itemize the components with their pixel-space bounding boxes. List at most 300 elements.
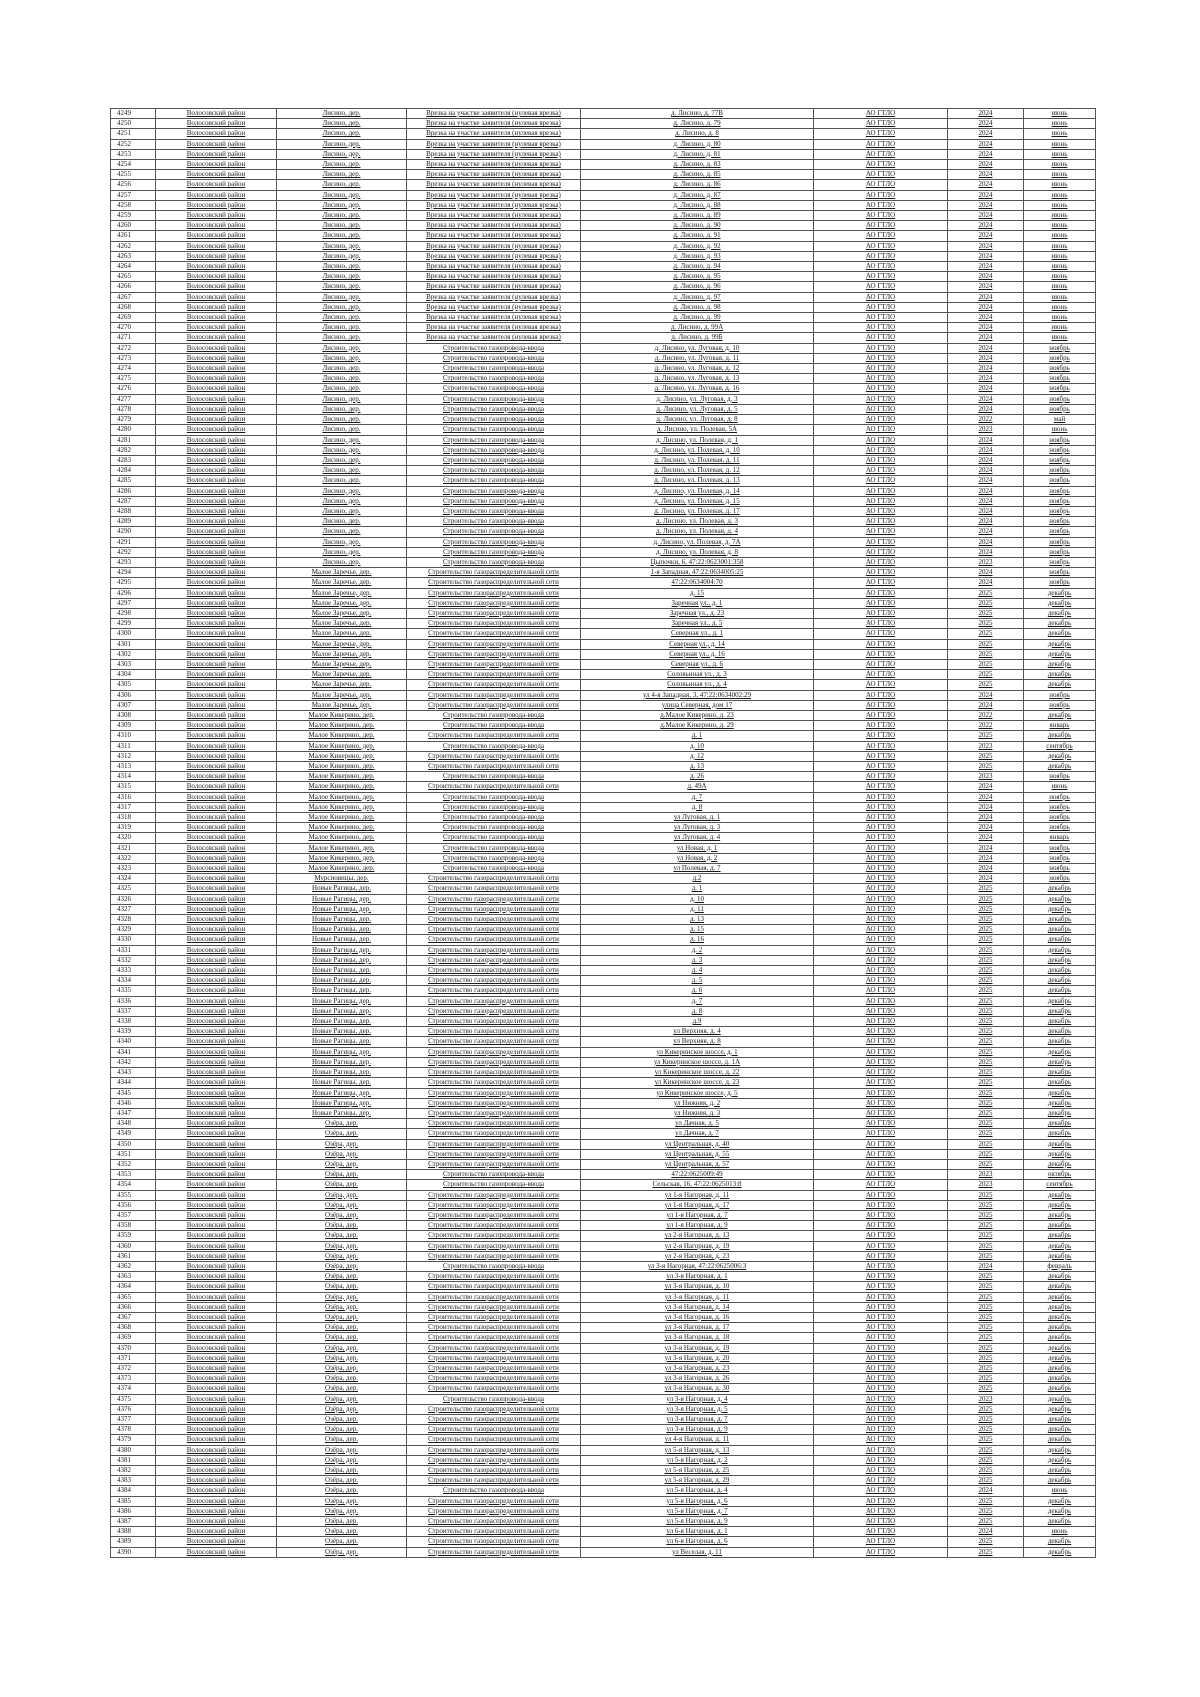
month-cell: декабрь — [1024, 608, 1096, 618]
settlement-cell: Озёра, дер. — [277, 1272, 407, 1282]
work-type-cell: Строительство газопровода-ввода — [407, 476, 581, 486]
year-cell: 2025 — [948, 731, 1024, 741]
month-cell: июнь — [1024, 333, 1096, 343]
address-cell: д. Лисино, д. 99А — [581, 323, 814, 333]
district-cell: Волосовский район — [156, 721, 277, 731]
row-number-cell: 4333 — [111, 966, 156, 976]
settlement-cell: Лисино, дер. — [277, 323, 407, 333]
month-cell: декабрь — [1024, 1496, 1096, 1506]
table-row — [111, 333, 1096, 343]
contractor-cell: АО ГТЛО — [814, 262, 948, 272]
month-cell: июнь — [1024, 782, 1096, 792]
settlement-cell: Новые Рагицы, дер. — [277, 915, 407, 925]
work-type-cell: Строительство газопровода-ввода — [407, 721, 581, 731]
contractor-cell: АО ГТЛО — [814, 466, 948, 476]
district-cell: Волосовский район — [156, 1323, 277, 1333]
row-number-cell: 4249 — [111, 109, 156, 119]
month-cell: июнь — [1024, 200, 1096, 210]
year-cell: 2025 — [948, 1302, 1024, 1312]
table-row — [111, 527, 1096, 537]
district-cell: Волосовский район — [156, 772, 277, 782]
address-cell: д. Лисино, д. 90 — [581, 221, 814, 231]
month-cell: декабрь — [1024, 1323, 1096, 1333]
month-cell: февраль — [1024, 1261, 1096, 1271]
address-cell: ул 3-я Нагорная, 47:22:0625006:3 — [581, 1261, 814, 1271]
work-type-cell: Строительство газораспределительной сети — [407, 1506, 581, 1516]
work-type-cell: Строительство газораспределительной сети — [407, 1282, 581, 1292]
table-row — [111, 190, 1096, 200]
row-number-cell: 4265 — [111, 272, 156, 282]
year-cell: 2025 — [948, 1027, 1024, 1037]
table-row — [111, 1159, 1096, 1169]
work-type-cell: Врезка на участке заявителя (нулевая врезка) — [407, 109, 581, 119]
settlement-cell: Малое Кикерино, дер. — [277, 843, 407, 853]
year-cell: 2025 — [948, 1476, 1024, 1486]
district-cell: Волосовский район — [156, 1098, 277, 1108]
work-type-cell: Строительство газораспределительной сети — [407, 782, 581, 792]
year-cell: 2024 — [948, 374, 1024, 384]
month-cell: июнь — [1024, 190, 1096, 200]
work-type-cell: Врезка на участке заявителя (нулевая врезка) — [407, 302, 581, 312]
address-cell: ул 5-я Нагорная, д. 13 — [581, 1445, 814, 1455]
year-cell: 2025 — [948, 1343, 1024, 1353]
settlement-cell: Лисино, дер. — [277, 221, 407, 231]
contractor-cell: АО ГТЛО — [814, 415, 948, 425]
settlement-cell: Новые Рагицы, дер. — [277, 1037, 407, 1047]
district-cell: Волосовский район — [156, 619, 277, 629]
contractor-cell: АО ГТЛО — [814, 394, 948, 404]
table-row — [111, 537, 1096, 547]
month-cell: декабрь — [1024, 649, 1096, 659]
contractor-cell: АО ГТЛО — [814, 1374, 948, 1384]
contractor-cell: АО ГТЛО — [814, 792, 948, 802]
contractor-cell: АО ГТЛО — [814, 1537, 948, 1547]
row-number-cell: 4382 — [111, 1466, 156, 1476]
work-type-cell: Строительство газораспределительной сети — [407, 1251, 581, 1261]
year-cell: 2025 — [948, 915, 1024, 925]
row-number-cell: 4301 — [111, 639, 156, 649]
year-cell: 2024 — [948, 109, 1024, 119]
table-row — [111, 792, 1096, 802]
settlement-cell: Малое Кикерино, дер. — [277, 813, 407, 823]
year-cell: 2025 — [948, 1506, 1024, 1516]
table-row — [111, 1210, 1096, 1220]
settlement-cell: Лисино, дер. — [277, 149, 407, 159]
month-cell: декабрь — [1024, 1333, 1096, 1343]
settlement-cell: Малое Кикерино, дер. — [277, 864, 407, 874]
settlement-cell: Лисино, дер. — [277, 160, 407, 170]
row-number-cell: 4252 — [111, 139, 156, 149]
contractor-cell: АО ГТЛО — [814, 547, 948, 557]
year-cell: 2025 — [948, 966, 1024, 976]
month-cell: декабрь — [1024, 1241, 1096, 1251]
district-cell: Волосовский район — [156, 813, 277, 823]
settlement-cell: Новые Рагицы, дер. — [277, 1108, 407, 1118]
year-cell: 2025 — [948, 1190, 1024, 1200]
year-cell: 2025 — [948, 976, 1024, 986]
table-row — [111, 843, 1096, 853]
year-cell: 2024 — [948, 262, 1024, 272]
address-cell: д. Лисино, ул. Полевая, д. 17 — [581, 506, 814, 516]
work-type-cell: Строительство газопровода-ввода — [407, 1261, 581, 1271]
district-cell: Волосовский район — [156, 741, 277, 751]
month-cell: декабрь — [1024, 1047, 1096, 1057]
month-cell: июнь — [1024, 292, 1096, 302]
year-cell: 2025 — [948, 1466, 1024, 1476]
address-cell: д. Лисино, д. 93 — [581, 251, 814, 261]
work-type-cell: Строительство газораспределительной сети — [407, 1292, 581, 1302]
month-cell: июнь — [1024, 170, 1096, 180]
row-number-cell: 4308 — [111, 710, 156, 720]
contractor-cell: АО ГТЛО — [814, 149, 948, 159]
row-number-cell: 4323 — [111, 864, 156, 874]
contractor-cell: АО ГТЛО — [814, 710, 948, 720]
settlement-cell: Озёра, дер. — [277, 1466, 407, 1476]
settlement-cell: Малое Кикерино, дер. — [277, 762, 407, 772]
row-number-cell: 4337 — [111, 1006, 156, 1016]
table-row — [111, 1343, 1096, 1353]
address-cell: д. Лисино, ул. Полевая, д. 13 — [581, 476, 814, 486]
contractor-cell: АО ГТЛО — [814, 1159, 948, 1169]
month-cell: ноябрь — [1024, 506, 1096, 516]
contractor-cell: АО ГТЛО — [814, 782, 948, 792]
district-cell: Волосовский район — [156, 1251, 277, 1261]
district-cell: Волосовский район — [156, 190, 277, 200]
table-row — [111, 1374, 1096, 1384]
table-row — [111, 1292, 1096, 1302]
address-cell: д. 1 — [581, 884, 814, 894]
table-row — [111, 935, 1096, 945]
address-cell: ул 4-я Западная, 3, 47:22:0634002:29 — [581, 690, 814, 700]
table-row — [111, 649, 1096, 659]
settlement-cell: Лисино, дер. — [277, 180, 407, 190]
month-cell: июнь — [1024, 160, 1096, 170]
district-cell: Волосовский район — [156, 313, 277, 323]
contractor-cell: АО ГТЛО — [814, 506, 948, 516]
month-cell: декабрь — [1024, 1517, 1096, 1527]
table-row — [111, 1078, 1096, 1088]
settlement-cell: Лисино, дер. — [277, 476, 407, 486]
table-row — [111, 751, 1096, 761]
month-cell: декабрь — [1024, 1057, 1096, 1067]
contractor-cell: АО ГТЛО — [814, 1098, 948, 1108]
district-cell: Волосовский район — [156, 782, 277, 792]
row-number-cell: 4336 — [111, 996, 156, 1006]
district-cell: Волосовский район — [156, 1415, 277, 1425]
year-cell: 2025 — [948, 1496, 1024, 1506]
work-type-cell: Строительство газораспределительной сети — [407, 1159, 581, 1169]
address-cell: ул Веселая, д. 11 — [581, 1547, 814, 1557]
settlement-cell: Озёра, дер. — [277, 1425, 407, 1435]
work-type-cell: Строительство газопровода-ввода — [407, 864, 581, 874]
address-cell: ул 6-я Нагорная, д. 1 — [581, 1527, 814, 1537]
address-cell: ул 5-я Нагорная, д. 2 — [581, 1455, 814, 1465]
contractor-cell: АО ГТЛО — [814, 619, 948, 629]
row-number-cell: 4335 — [111, 986, 156, 996]
district-cell: Волосовский район — [156, 945, 277, 955]
month-cell: ноябрь — [1024, 455, 1096, 465]
month-cell: декабрь — [1024, 894, 1096, 904]
row-number-cell: 4251 — [111, 129, 156, 139]
district-cell: Волосовский район — [156, 557, 277, 567]
year-cell: 2025 — [948, 1139, 1024, 1149]
contractor-cell: АО ГТЛО — [814, 404, 948, 414]
month-cell: декабрь — [1024, 1006, 1096, 1016]
year-cell: 2024 — [948, 129, 1024, 139]
address-cell: Заречная ул., д. 23 — [581, 608, 814, 618]
district-cell: Волосовский район — [156, 1037, 277, 1047]
table-row — [111, 1537, 1096, 1547]
address-cell: д. 7 — [581, 996, 814, 1006]
work-type-cell: Строительство газораспределительной сети — [407, 1425, 581, 1435]
address-cell: д. 8 — [581, 802, 814, 812]
year-cell: 2024 — [948, 527, 1024, 537]
table-row — [111, 1466, 1096, 1476]
settlement-cell: Лисино, дер. — [277, 119, 407, 129]
month-cell: декабрь — [1024, 1353, 1096, 1363]
work-type-cell: Врезка на участке заявителя (нулевая врезка) — [407, 200, 581, 210]
month-cell: июнь — [1024, 241, 1096, 251]
settlement-cell: Малое Заречье, дер. — [277, 598, 407, 608]
contractor-cell: АО ГТЛО — [814, 1394, 948, 1404]
contractor-cell: АО ГТЛО — [814, 578, 948, 588]
contractor-cell: АО ГТЛО — [814, 1496, 948, 1506]
row-number-cell: 4311 — [111, 741, 156, 751]
table-row — [111, 1139, 1096, 1149]
contractor-cell: АО ГТЛО — [814, 996, 948, 1006]
settlement-cell: Озёра, дер. — [277, 1302, 407, 1312]
settlement-cell: Лисино, дер. — [277, 211, 407, 221]
row-number-cell: 4258 — [111, 200, 156, 210]
settlement-cell: Малое Заречье, дер. — [277, 608, 407, 618]
month-cell: июнь — [1024, 231, 1096, 241]
table-row — [111, 394, 1096, 404]
month-cell: декабрь — [1024, 1108, 1096, 1118]
table-row — [111, 1323, 1096, 1333]
table-row — [111, 1282, 1096, 1292]
settlement-cell: Лисино, дер. — [277, 129, 407, 139]
contractor-cell: АО ГТЛО — [814, 557, 948, 567]
table-row — [111, 700, 1096, 710]
district-cell: Волосовский район — [156, 445, 277, 455]
work-type-cell: Строительство газораспределительной сети — [407, 1496, 581, 1506]
district-cell: Волосовский район — [156, 537, 277, 547]
contractor-cell: АО ГТЛО — [814, 527, 948, 537]
row-number-cell: 4279 — [111, 415, 156, 425]
district-cell: Волосовский район — [156, 976, 277, 986]
table-row — [111, 455, 1096, 465]
row-number-cell: 4348 — [111, 1119, 156, 1129]
year-cell: 2024 — [948, 1261, 1024, 1271]
work-type-cell: Строительство газораспределительной сети — [407, 1190, 581, 1200]
year-cell: 2024 — [948, 466, 1024, 476]
work-type-cell: Строительство газораспределительной сети — [407, 1374, 581, 1384]
row-number-cell: 4331 — [111, 945, 156, 955]
address-cell: ул 5-я Нагорная, д. 29 — [581, 1476, 814, 1486]
address-cell: ул Центральная, д. 57 — [581, 1159, 814, 1169]
work-type-cell: Строительство газопровода-ввода — [407, 343, 581, 353]
address-cell: д. Лисино, ул. Полевая, д. 10 — [581, 445, 814, 455]
district-cell: Волосовский район — [156, 1231, 277, 1241]
year-cell: 2024 — [948, 384, 1024, 394]
contractor-cell: АО ГТЛО — [814, 537, 948, 547]
district-cell: Волосовский район — [156, 925, 277, 935]
year-cell: 2024 — [948, 211, 1024, 221]
month-cell: июнь — [1024, 149, 1096, 159]
settlement-cell: Малое Кикерино, дер. — [277, 731, 407, 741]
address-cell: д. Лисино, д. 80 — [581, 139, 814, 149]
contractor-cell: АО ГТЛО — [814, 1231, 948, 1241]
district-cell: Волосовский район — [156, 1017, 277, 1027]
year-cell: 2024 — [948, 486, 1024, 496]
table-row — [111, 1231, 1096, 1241]
row-number-cell: 4304 — [111, 670, 156, 680]
settlement-cell: Лисино, дер. — [277, 486, 407, 496]
month-cell: декабрь — [1024, 884, 1096, 894]
settlement-cell: Лисино, дер. — [277, 262, 407, 272]
year-cell: 2024 — [948, 568, 1024, 578]
work-type-cell: Строительство газораспределительной сети — [407, 955, 581, 965]
year-cell: 2025 — [948, 1098, 1024, 1108]
table-row — [111, 741, 1096, 751]
table-row — [111, 231, 1096, 241]
work-type-cell: Врезка на участке заявителя (нулевая врезка) — [407, 272, 581, 282]
address-cell: Северная ул., д. 16 — [581, 649, 814, 659]
table-row — [111, 425, 1096, 435]
table-row — [111, 374, 1096, 384]
settlement-cell: Озёра, дер. — [277, 1200, 407, 1210]
district-cell: Волосовский район — [156, 659, 277, 669]
month-cell: октябрь — [1024, 1170, 1096, 1180]
work-type-cell: Врезка на участке заявителя (нулевая врезка) — [407, 170, 581, 180]
district-cell: Волосовский район — [156, 894, 277, 904]
settlement-cell: Малое Кикерино, дер. — [277, 772, 407, 782]
row-number-cell: 4271 — [111, 333, 156, 343]
year-cell: 2024 — [948, 231, 1024, 241]
settlement-cell: Лисино, дер. — [277, 394, 407, 404]
year-cell: 2025 — [948, 1353, 1024, 1363]
table-row — [111, 925, 1096, 935]
address-cell: ул 1-я Нагорная, д. 7 — [581, 1210, 814, 1220]
contractor-cell: АО ГТЛО — [814, 1312, 948, 1322]
table-row — [111, 1272, 1096, 1282]
work-type-cell: Строительство газораспределительной сети — [407, 966, 581, 976]
address-cell: ул Луговая, д. 1 — [581, 813, 814, 823]
settlement-cell: Озёра, дер. — [277, 1363, 407, 1373]
table-row — [111, 302, 1096, 312]
address-cell: ул 3-я Нагорная, д. 23 — [581, 1363, 814, 1373]
table-row — [111, 1384, 1096, 1394]
address-cell: д.9 — [581, 1017, 814, 1027]
work-type-cell: Врезка на участке заявителя (нулевая врезка) — [407, 333, 581, 343]
row-number-cell: 4346 — [111, 1098, 156, 1108]
work-type-cell: Строительство газораспределительной сети — [407, 1455, 581, 1465]
month-cell: ноябрь — [1024, 792, 1096, 802]
month-cell: декабрь — [1024, 762, 1096, 772]
district-cell: Волосовский район — [156, 568, 277, 578]
contractor-cell: АО ГТЛО — [814, 1057, 948, 1067]
settlement-cell: Лисино, дер. — [277, 496, 407, 506]
work-type-cell: Строительство газопровода-ввода — [407, 1180, 581, 1190]
contractor-cell: АО ГТЛО — [814, 1017, 948, 1027]
district-cell: Волосовский район — [156, 935, 277, 945]
district-cell: Волосовский район — [156, 160, 277, 170]
contractor-cell: АО ГТЛО — [814, 1180, 948, 1190]
contractor-cell: АО ГТЛО — [814, 1415, 948, 1425]
table-row — [111, 1527, 1096, 1537]
contractor-cell: АО ГТЛО — [814, 455, 948, 465]
month-cell: декабрь — [1024, 1200, 1096, 1210]
contractor-cell: АО ГТЛО — [814, 1384, 948, 1394]
table-row — [111, 139, 1096, 149]
address-cell: д. Лисино, ул. Полевая, д. 8 — [581, 547, 814, 557]
table-row — [111, 517, 1096, 527]
address-cell: д. Лисино, д. 89 — [581, 211, 814, 221]
address-cell: д. Лисино, д. 86 — [581, 180, 814, 190]
table-row — [111, 1506, 1096, 1516]
settlement-cell: Озёра, дер. — [277, 1476, 407, 1486]
year-cell: 2023 — [948, 425, 1024, 435]
settlement-cell: Озёра, дер. — [277, 1455, 407, 1465]
table-row — [111, 1200, 1096, 1210]
work-type-cell: Строительство газораспределительной сети — [407, 1241, 581, 1251]
row-number-cell: 4377 — [111, 1415, 156, 1425]
settlement-cell: Озёра, дер. — [277, 1537, 407, 1547]
settlement-cell: Новые Рагицы, дер. — [277, 1017, 407, 1027]
month-cell: июнь — [1024, 425, 1096, 435]
work-type-cell: Строительство газораспределительной сети — [407, 986, 581, 996]
month-cell: ноябрь — [1024, 853, 1096, 863]
district-cell: Волосовский район — [156, 690, 277, 700]
district-cell: Волосовский район — [156, 180, 277, 190]
month-cell: декабрь — [1024, 1139, 1096, 1149]
address-cell: д. 10 — [581, 894, 814, 904]
settlement-cell: Новые Рагицы, дер. — [277, 894, 407, 904]
contractor-cell: АО ГТЛО — [814, 1333, 948, 1343]
row-number-cell: 4307 — [111, 700, 156, 710]
address-cell: ул Луговая, д. 4 — [581, 833, 814, 843]
row-number-cell: 4386 — [111, 1506, 156, 1516]
month-cell: декабрь — [1024, 1251, 1096, 1261]
address-cell: д. Лисино, д. 88 — [581, 200, 814, 210]
address-cell: ул 3-я Нагорная, д. 19 — [581, 1343, 814, 1353]
year-cell: 2025 — [948, 670, 1024, 680]
address-cell: ул Новая, д. 1 — [581, 843, 814, 853]
settlement-cell: Малое Кикерино, дер. — [277, 710, 407, 720]
address-cell: д. 15 — [581, 925, 814, 935]
district-cell: Волосовский район — [156, 1435, 277, 1445]
table-row — [111, 853, 1096, 863]
month-cell: июнь — [1024, 211, 1096, 221]
settlement-cell: Озёра, дер. — [277, 1404, 407, 1414]
month-cell: ноябрь — [1024, 466, 1096, 476]
table-row — [111, 272, 1096, 282]
address-cell: ул Кикеринское шоссе, д. 5 — [581, 1088, 814, 1098]
year-cell: 2024 — [948, 292, 1024, 302]
month-cell: май — [1024, 415, 1096, 425]
year-cell: 2025 — [948, 762, 1024, 772]
year-cell: 2024 — [948, 1486, 1024, 1496]
settlement-cell: Озёра, дер. — [277, 1506, 407, 1516]
address-cell: д. Лисино, ул. Луговая, д. 3 — [581, 394, 814, 404]
address-cell: ул 5-я Нагорная, д. 9 — [581, 1517, 814, 1527]
address-cell: д. Лисино, ул. Луговая, д. 13 — [581, 374, 814, 384]
address-cell: Северная ул., д. 14 — [581, 639, 814, 649]
table-row — [111, 200, 1096, 210]
year-cell: 2025 — [948, 1159, 1024, 1169]
work-type-cell: Строительство газопровода-ввода — [407, 364, 581, 374]
work-type-cell: Врезка на участке заявителя (нулевая врезка) — [407, 180, 581, 190]
